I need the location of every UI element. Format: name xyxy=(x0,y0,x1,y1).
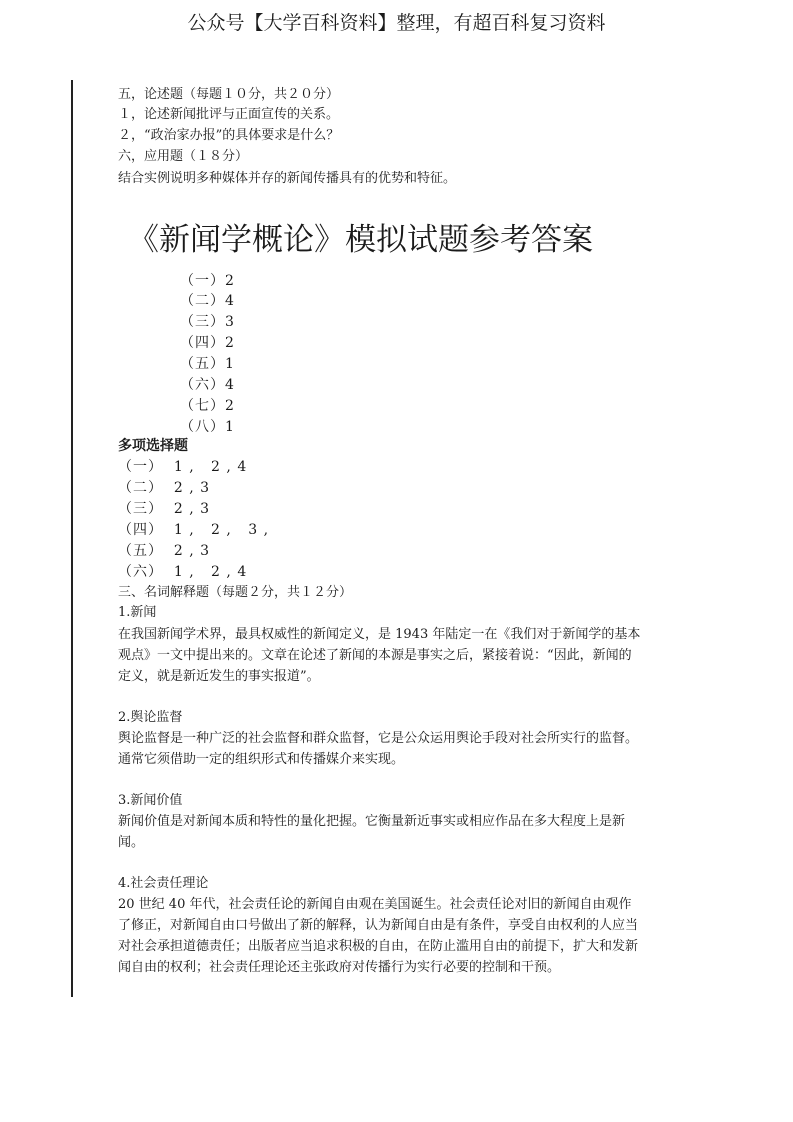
term-text: 通常它须借助一定的组织形式和传播媒介来实现。 xyxy=(118,752,405,767)
multi-answer: （六） 1 , 2 , 4 xyxy=(118,564,248,580)
multi-answer: （五） 2 , 3 xyxy=(118,543,211,559)
term-text: 新闻价值是对新闻本质和特性的量化把握。它衡量新近事实或相应作品在多大程度上是新 xyxy=(118,814,626,829)
term-heading: 4.社会责任理论 xyxy=(118,876,209,891)
page-header: 公众号【大学百科资料】整理，有超百科复习资料 xyxy=(187,12,606,34)
term-text: 对社会承担道德责任；出版者应当追求积极的自由，在防止滥用自由的前提下，扩大和发新 xyxy=(118,939,639,954)
margin-line xyxy=(71,80,73,997)
term-text: 在我国新闻学术界，最具权威性的新闻定义，是 1943 年陆定一在《我们对于新闻学的基本 xyxy=(118,627,641,642)
multi-answer: （一） 1 , 2 , 4 xyxy=(118,459,248,475)
multi-answer: （四） 1 , 2 , 3 , xyxy=(118,522,270,538)
single-answer: （二）4 xyxy=(180,293,235,309)
term-text: 了修正，对新闻自由口号做出了新的解释，认为新闻自由是有条件，享受自由权利的人应当 xyxy=(118,918,639,933)
term-heading: 3.新闻价值 xyxy=(118,793,183,808)
question-line: 五，论述题（每题１０分，共２０分） xyxy=(118,87,340,102)
question-line: 六，应用题（１８分） xyxy=(118,149,249,164)
term-text: 舆论监督是一种广泛的社会监督和群众监督，它是公众运用舆论手段对社会所实行的监督。 xyxy=(118,731,639,746)
single-answer: （七）2 xyxy=(180,398,235,414)
term-text: 定义，就是新近发生的事实报道”。 xyxy=(118,669,320,684)
term-heading: 1.新闻 xyxy=(118,605,157,620)
single-answer: （六）4 xyxy=(180,377,235,393)
single-answer: （一）2 xyxy=(180,273,235,289)
section-heading: 三、名词解释题（每题２分，共１２分） xyxy=(118,585,353,600)
page-title: 《新闻学概论》模拟试题参考答案 xyxy=(128,222,593,258)
section-heading: 多项选择题 xyxy=(118,438,188,454)
single-answer: （四）2 xyxy=(180,335,235,351)
question-line: １，论述新闻批评与正面宣传的关系。 xyxy=(118,107,340,122)
term-text: 观点》一文中提出来的。文章在论述了新闻的本源是事实之后，紧接着说：“因此，新闻的 xyxy=(118,648,632,663)
term-text: 闻。 xyxy=(118,835,145,850)
single-answer: （五）1 xyxy=(180,356,235,372)
multi-answer: （三） 2 , 3 xyxy=(118,501,211,517)
multi-answer: （二） 2 , 3 xyxy=(118,480,211,496)
question-line: 结合实例说明多种媒体并存的新闻传播具有的优势和特征。 xyxy=(118,171,457,186)
question-line: ２，“政治家办报”的具体要求是什么？ xyxy=(118,128,340,143)
single-answer: （三）3 xyxy=(180,314,235,330)
term-heading: 2.舆论监督 xyxy=(118,710,183,725)
term-text: 闻自由的权利；社会责任理论还主张政府对传播行为实行必要的控制和干预。 xyxy=(118,960,561,975)
single-answer: （八）1 xyxy=(180,419,235,435)
term-text: 20 世纪 40 年代，社会责任论的新闻自由观在美国诞生。社会责任论对旧的新闻自由观作 xyxy=(118,897,632,912)
